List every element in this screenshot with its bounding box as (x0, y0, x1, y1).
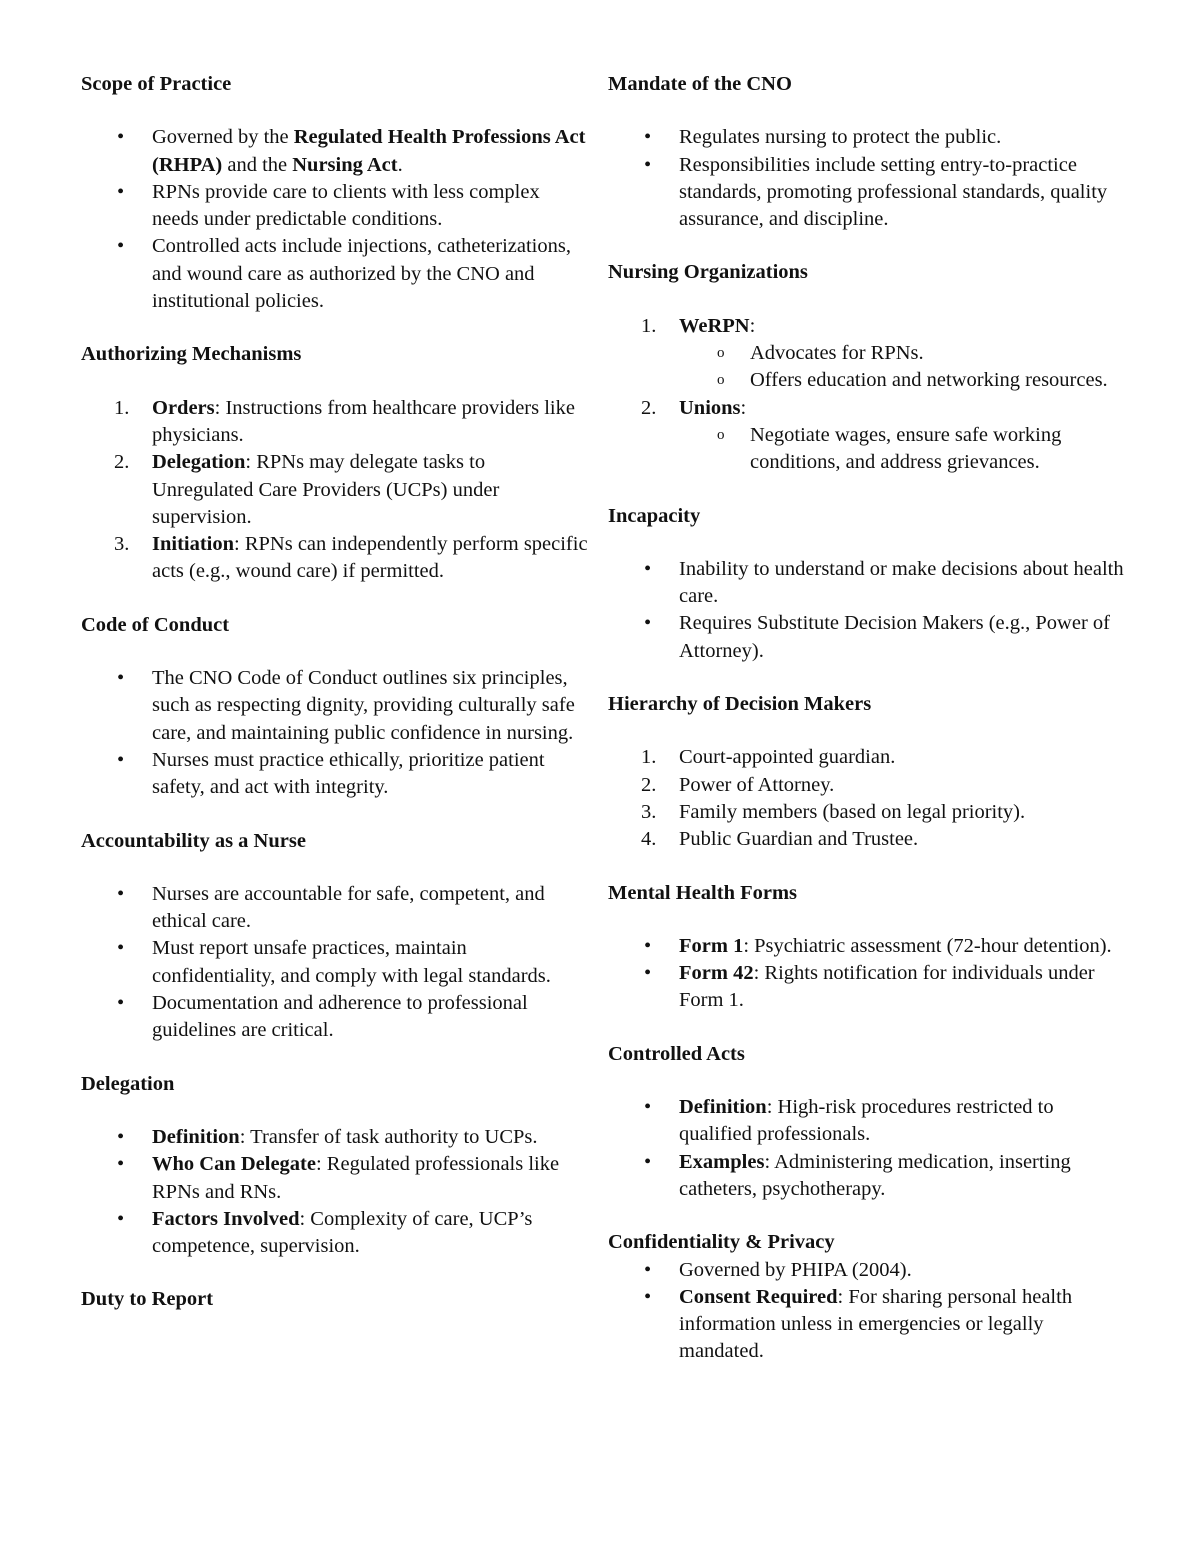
section-mandate-of-cno (608, 71, 1128, 233)
list-item (81, 1206, 591, 1261)
item-term: Delegation (152, 451, 246, 474)
list-item (608, 395, 1128, 477)
numbered-list (608, 313, 1128, 477)
item-text: The CNO Code of Conduct outlines six principles, such as respecting dignity, providing culturally safe care, and maintaining public confidence in nursing. (152, 667, 575, 744)
item-text: : Regulated professionals like RPNs and RNs. (152, 1153, 560, 1203)
list-item (81, 881, 591, 936)
item-term: Regulated Health Professions Act (RHPA) (152, 126, 586, 176)
bullet-icon: • (644, 126, 652, 149)
list-item (608, 313, 1128, 395)
item-text: Public Guardian and Trustee. (679, 828, 919, 851)
item-term: Consent Required (679, 1285, 838, 1308)
section-heading: Delegation (81, 1072, 175, 1095)
bullet-icon: • (644, 1258, 652, 1281)
section-nursing-organizations (608, 259, 1128, 476)
bullet-list (81, 124, 591, 315)
bullet-list (608, 124, 1128, 233)
item-text: Offers education and networking resources. (750, 369, 1108, 392)
item-text: Responsibilities include setting entry-to-practice standards, promoting professional standards, quality assurance, and discipline. (679, 153, 1108, 231)
list-item (81, 990, 591, 1045)
item-text: Governed by PHIPA (2004). (679, 1258, 912, 1281)
list-item (608, 826, 1128, 853)
list-item (81, 935, 591, 990)
list-item (608, 744, 1128, 771)
circle-bullet-icon: o (717, 345, 725, 362)
item-text: Nurses must practice ethically, prioritize patient safety, and act with integrity. (152, 748, 545, 799)
bullet-list (608, 1094, 1128, 1203)
list-item (81, 449, 591, 531)
circle-bullet-icon: o (717, 426, 725, 443)
sub-list-item (679, 367, 1128, 394)
list-item (81, 395, 591, 450)
item-text: Nurses are accountable for safe, competent, and ethical care. (152, 882, 545, 933)
bullet-icon: • (644, 1285, 652, 1308)
bullet-icon: • (644, 934, 652, 957)
list-number: 2. (114, 451, 130, 474)
list-number: 3. (641, 800, 657, 823)
list-number: 1. (114, 396, 130, 419)
bullet-list (608, 556, 1128, 665)
item-text: Court-appointed guardian. (679, 746, 896, 769)
item-text: : Administering medication, inserting catheters, psychotherapy. (679, 1150, 1071, 1200)
numbered-list (608, 744, 1128, 853)
section-heading: Mandate of the CNO (608, 73, 792, 95)
sub-list (679, 422, 1128, 477)
list-number: 1. (641, 746, 657, 769)
item-text: Negotiate wages, ensure safe working conditions, and address grievances. (750, 423, 1062, 474)
section-authorizing-mechanisms (81, 341, 591, 585)
list-item (81, 124, 591, 179)
bullet-icon: • (117, 180, 125, 203)
bullet-icon: • (644, 962, 652, 985)
item-text: Regulates nursing to protect the public. (679, 126, 1002, 149)
list-item (81, 665, 591, 747)
bullet-icon: • (117, 1125, 125, 1148)
item-text: : Psychiatric assessment (72-hour detention). (743, 934, 1112, 957)
item-text: : Instructions from healthcare providers like physicians. (152, 396, 575, 446)
bullet-icon: • (117, 992, 125, 1015)
section-heading: Scope of Practice (81, 73, 232, 95)
item-text: : (740, 396, 747, 419)
bullet-icon: • (644, 612, 652, 635)
item-text: RPNs provide care to clients with less complex needs under predictable conditions. (152, 180, 540, 231)
list-number: 1. (641, 314, 657, 337)
section-heading: Nursing Organizations (608, 261, 808, 284)
section-mental-health-forms (608, 880, 1128, 1015)
right-column (608, 71, 1128, 1392)
section-heading: Code of Conduct (81, 613, 230, 636)
list-item (608, 556, 1128, 611)
item-text: : RPNs may delegate tasks to Unregulated Care Providers (UCPs) under supervision. (152, 451, 500, 528)
item-text: Advocates for RPNs. (750, 342, 924, 365)
list-item (81, 1124, 591, 1151)
bullet-icon: • (117, 235, 125, 258)
bullet-list (81, 1124, 591, 1260)
bullet-icon: • (644, 557, 652, 580)
circle-bullet-icon: o (717, 372, 725, 389)
bullet-list (81, 665, 591, 801)
section-accountability (81, 828, 591, 1045)
bullet-icon: • (644, 1096, 652, 1119)
sub-list (679, 340, 1128, 395)
section-controlled-acts (608, 1041, 1128, 1203)
section-heading: Mental Health Forms (608, 881, 798, 904)
section-heading: Confidentiality & Privacy (608, 1231, 835, 1254)
bullet-icon: • (117, 937, 125, 960)
numbered-list (81, 395, 591, 586)
list-item (608, 799, 1128, 826)
bullet-list (608, 933, 1128, 1015)
item-text: Documentation and adherence to professional guidelines are critical. (152, 992, 528, 1042)
section-delegation (81, 1071, 591, 1261)
item-text: Family members (based on legal priority). (679, 800, 1026, 823)
list-number: 4. (641, 828, 657, 851)
sub-list-item (679, 340, 1128, 367)
list-item (608, 124, 1128, 151)
section-hierarchy-of-decision-makers (608, 691, 1128, 853)
item-text: Inability to understand or make decisions about health care. (679, 557, 1124, 608)
item-text: : (749, 314, 756, 337)
section-code-of-conduct (81, 612, 591, 802)
item-term: Form 1 (679, 934, 744, 957)
list-item (81, 179, 591, 234)
list-number: 2. (641, 773, 657, 796)
section-confidentiality-privacy (608, 1229, 1128, 1365)
item-text: : High-risk procedures restricted to qualified professionals. (679, 1096, 1054, 1146)
item-term: Factors Involved (152, 1207, 300, 1230)
item-term: WeRPN (679, 314, 750, 337)
section-incapacity (608, 503, 1128, 665)
bullet-icon: • (117, 126, 125, 149)
sub-list-item (679, 422, 1128, 477)
list-item (608, 152, 1128, 234)
bullet-icon: • (117, 667, 125, 690)
bullet-list (608, 1257, 1128, 1366)
item-text: : RPNs can independently perform specific acts (e.g., wound care) if permitted. (152, 533, 588, 583)
list-item (608, 933, 1128, 960)
item-text: : Complexity of care, UCP’s competence, supervision. (152, 1207, 533, 1258)
section-heading: Duty to Report (81, 1288, 214, 1311)
item-term: Initiation (152, 533, 235, 556)
item-text: Requires Substitute Decision Makers (e.g., Power of Attorney). (679, 612, 1110, 662)
item-text: : Transfer of task authority to UCPs. (239, 1125, 538, 1148)
list-item (608, 1257, 1128, 1284)
item-text: : Rights notification for individuals under Form 1. (679, 962, 1095, 1012)
list-item (81, 1151, 591, 1206)
section-scope-of-practice (81, 71, 591, 315)
section-heading: Incapacity (608, 504, 701, 527)
list-item (608, 772, 1128, 799)
list-item (81, 233, 591, 315)
item-text: Controlled acts include injections, catheterizations, and wound care as authorized by the CNO and institutional policies. (152, 235, 571, 313)
bullet-list (81, 881, 591, 1045)
item-text: : For sharing personal health information unless in emergencies or legally mandated. (679, 1285, 1073, 1363)
section-heading: Authorizing Mechanisms (81, 343, 302, 366)
list-item (81, 531, 591, 586)
item-term: Who Can Delegate (152, 1153, 316, 1176)
bullet-icon: • (117, 748, 125, 771)
section-heading: Controlled Acts (608, 1042, 745, 1065)
item-text: Must report unsafe practices, maintain confidentiality, and comply with legal standards. (152, 937, 551, 987)
item-term: Form 42 (679, 962, 754, 985)
list-item (608, 1149, 1128, 1204)
list-item (608, 960, 1128, 1015)
section-duty-to-report (81, 1286, 591, 1313)
item-term: Orders (152, 396, 215, 419)
item-term: Definition (679, 1096, 767, 1119)
list-item (81, 747, 591, 802)
bullet-icon: • (117, 1207, 125, 1230)
list-item (608, 610, 1128, 665)
list-number: 2. (641, 396, 657, 419)
item-term: Examples (679, 1150, 765, 1173)
bullet-icon: • (117, 1153, 125, 1176)
section-heading: Accountability as a Nurse (81, 829, 306, 852)
item-text: and the (222, 153, 293, 176)
list-number: 3. (114, 533, 130, 556)
list-item (608, 1284, 1128, 1366)
left-column (81, 71, 591, 1340)
item-term: Definition (152, 1125, 240, 1148)
bullet-icon: • (117, 882, 125, 905)
item-text: . (397, 153, 403, 176)
list-item (608, 1094, 1128, 1149)
bullet-icon: • (644, 1150, 652, 1173)
item-term: Unions (679, 396, 741, 419)
item-term: Nursing Act (292, 153, 398, 176)
section-heading: Hierarchy of Decision Makers (608, 693, 872, 716)
item-text: Power of Attorney. (679, 773, 835, 796)
bullet-icon: • (644, 153, 652, 176)
item-text: Governed by the (152, 126, 294, 149)
